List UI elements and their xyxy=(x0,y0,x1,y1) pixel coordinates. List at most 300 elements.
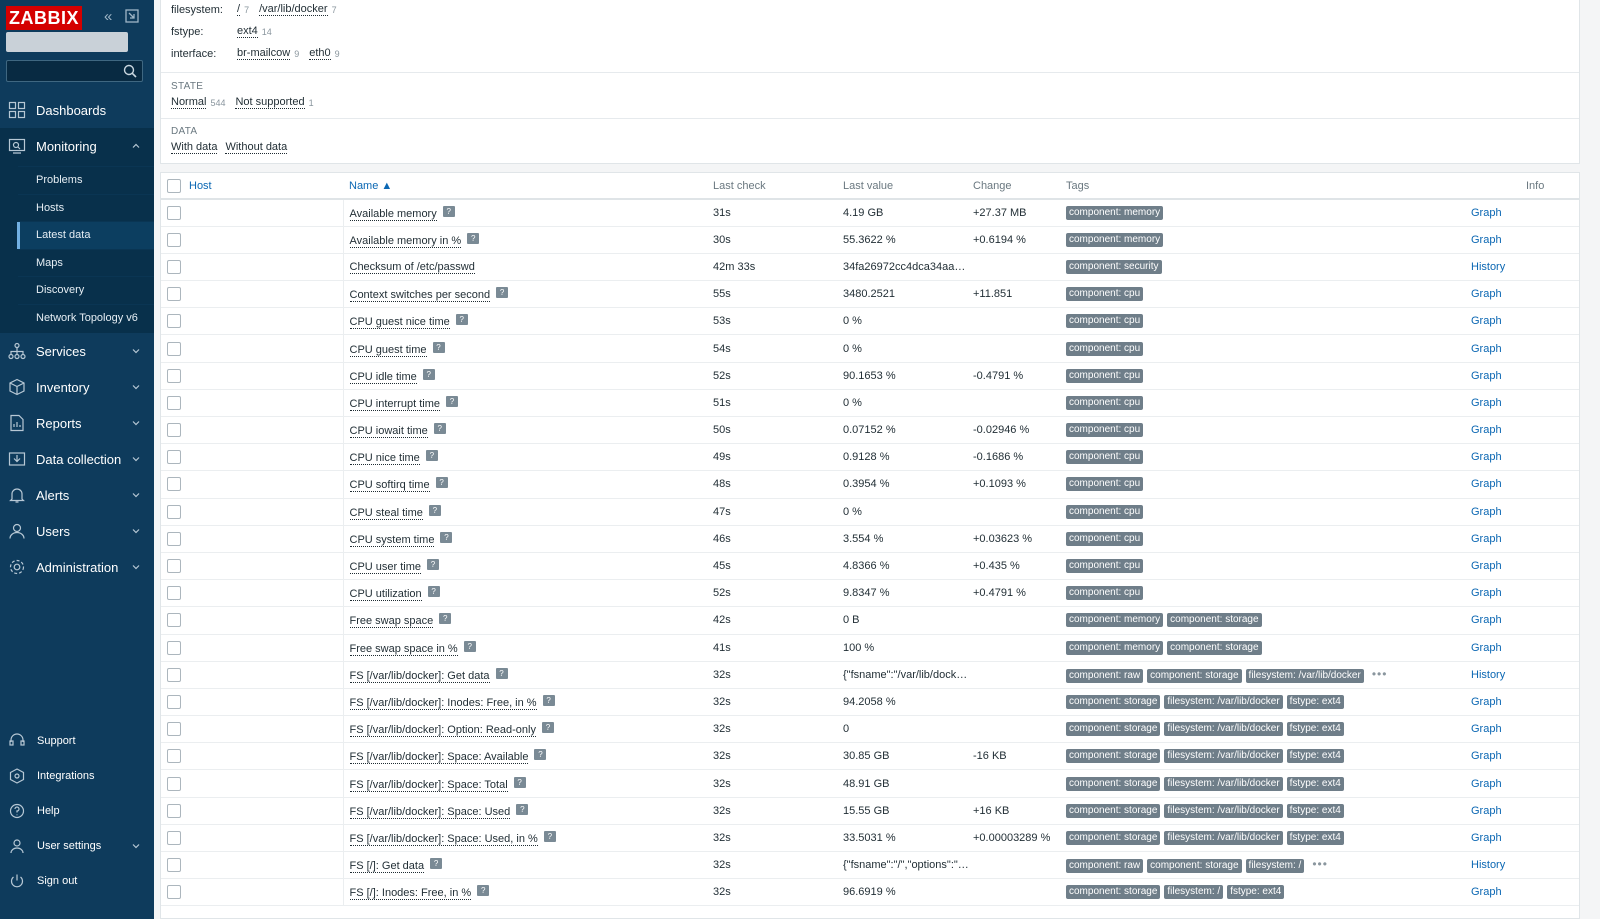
row-checkbox[interactable] xyxy=(167,314,181,328)
graph-link[interactable]: Graph xyxy=(1471,505,1502,518)
tag-badge[interactable]: component: cpu xyxy=(1066,287,1143,301)
nav-dashboards[interactable] xyxy=(0,92,154,128)
info-cell xyxy=(1526,661,1580,688)
last-check-cell: 31s xyxy=(713,199,843,226)
item-name-link[interactable]: Context switches per second xyxy=(349,289,491,302)
tags-cell xyxy=(1066,852,1471,879)
row-checkbox[interactable] xyxy=(167,233,181,247)
tag-badge[interactable]: component: memory xyxy=(1066,206,1163,220)
host-cell xyxy=(183,716,343,743)
chevron-down-icon xyxy=(132,527,140,535)
tag-badge[interactable]: component: cpu xyxy=(1066,396,1143,410)
help-icon[interactable]: ? xyxy=(543,695,555,706)
graph-link[interactable]: Graph xyxy=(1471,750,1502,763)
sidebar-item-network-topology[interactable]: Network Topology v6 xyxy=(18,304,154,332)
help-icon[interactable]: ? xyxy=(467,233,479,244)
tag-badge[interactable]: component: cpu xyxy=(1066,450,1143,464)
row-checkbox[interactable] xyxy=(167,342,181,356)
last-value-cell: 0 % xyxy=(843,389,973,416)
graph-link[interactable]: Graph xyxy=(1471,315,1502,328)
tag-badge[interactable]: filesystem: /var/lib/docker xyxy=(1164,804,1282,818)
change-cell xyxy=(973,607,1066,634)
tags-cell xyxy=(1066,471,1471,498)
host-cell xyxy=(183,580,343,607)
change-cell: -0.02946 % xyxy=(973,417,1066,444)
item-name-link[interactable]: CPU steal time xyxy=(349,506,423,519)
row-select-cell xyxy=(161,498,183,525)
help-icon[interactable]: ? xyxy=(464,641,476,652)
item-name-link[interactable]: CPU interrupt time xyxy=(349,397,440,410)
column-host[interactable]: Host xyxy=(183,173,343,199)
help-icon[interactable]: ? xyxy=(428,586,440,597)
users-icon xyxy=(8,522,26,540)
last-check-cell: 54s xyxy=(713,335,843,362)
row-checkbox[interactable] xyxy=(167,858,181,872)
graph-link[interactable]: Graph xyxy=(1471,560,1502,573)
nav-label: Integrations xyxy=(37,769,95,782)
row-checkbox[interactable] xyxy=(167,885,181,899)
item-name-cell xyxy=(343,444,713,471)
last-check-cell: 32s xyxy=(713,743,843,770)
tag-badge[interactable]: component: cpu xyxy=(1066,586,1143,600)
item-name-cell xyxy=(343,281,713,308)
help-icon[interactable]: ? xyxy=(430,858,442,869)
help-icon[interactable]: ? xyxy=(433,342,445,353)
graph-link[interactable]: Graph xyxy=(1471,695,1502,708)
filter-tag-value[interactable]: ext4 xyxy=(237,25,258,37)
state-heading: STATE xyxy=(171,81,204,92)
row-checkbox[interactable] xyxy=(167,369,181,383)
item-name-link[interactable]: CPU guest nice time xyxy=(349,316,450,329)
tag-badge[interactable]: fstype: ext4 xyxy=(1287,831,1344,845)
tag-badge[interactable]: fstype: ext4 xyxy=(1287,804,1344,818)
help-icon[interactable]: ? xyxy=(423,369,435,380)
item-name-link[interactable]: FS [/var/lib/docker]: Option: Read-only xyxy=(349,724,536,737)
nav-monitoring[interactable] xyxy=(0,128,154,164)
tag-badge[interactable]: component: storage xyxy=(1066,722,1160,736)
item-name-link[interactable]: CPU softirq time xyxy=(349,479,430,492)
last-value-cell: 4.19 GB xyxy=(843,199,973,226)
change-cell: +16 KB xyxy=(973,797,1066,824)
nav-alerts[interactable] xyxy=(0,477,154,513)
row-checkbox[interactable] xyxy=(167,722,181,736)
tag-badge[interactable]: component: memory xyxy=(1066,641,1163,655)
tag-badge[interactable]: component: cpu xyxy=(1066,559,1143,573)
row-checkbox[interactable] xyxy=(167,450,181,464)
main-nav xyxy=(0,92,154,585)
select-all-checkbox[interactable] xyxy=(167,179,181,193)
nav-sign-out[interactable] xyxy=(0,863,154,898)
row-select-cell xyxy=(161,335,183,362)
help-icon[interactable]: ? xyxy=(456,314,468,325)
filter-with-data[interactable]: With data xyxy=(171,141,218,153)
change-cell xyxy=(973,688,1066,715)
nav-label: Alerts xyxy=(36,487,70,503)
filter-state-normal[interactable]: Normal xyxy=(171,96,207,108)
table-row xyxy=(161,444,1580,471)
row-select-cell xyxy=(161,743,183,770)
row-checkbox[interactable] xyxy=(167,668,181,682)
tag-badge[interactable]: filesystem: /var/lib/docker xyxy=(1164,722,1282,736)
item-name-link[interactable]: FS [/var/lib/docker]: Space: Available xyxy=(349,751,529,764)
graph-link[interactable]: Graph xyxy=(1471,587,1502,600)
row-checkbox[interactable] xyxy=(167,586,181,600)
item-name-cell xyxy=(343,770,713,797)
filter-tag-value[interactable]: / xyxy=(237,3,241,15)
row-checkbox[interactable] xyxy=(167,532,181,546)
row-checkbox[interactable] xyxy=(167,260,181,274)
last-check-cell: 51s xyxy=(713,389,843,416)
chevron-down-icon xyxy=(132,455,140,463)
item-name-cell xyxy=(343,498,713,525)
action-cell xyxy=(1471,335,1526,362)
graph-link[interactable]: Graph xyxy=(1471,777,1502,790)
graph-link[interactable]: Graph xyxy=(1471,424,1502,437)
graph-link[interactable]: Graph xyxy=(1471,831,1502,844)
table-row xyxy=(161,661,1580,688)
last-value-cell: 4.8366 % xyxy=(843,552,973,579)
graph-link[interactable]: Graph xyxy=(1471,614,1502,627)
help-icon[interactable]: ? xyxy=(514,777,526,788)
tag-badge[interactable]: component: storage xyxy=(1066,695,1160,709)
row-checkbox[interactable] xyxy=(167,613,181,627)
graph-link[interactable]: Graph xyxy=(1471,804,1502,817)
tag-badge[interactable]: component: storage xyxy=(1167,613,1261,627)
host-cell xyxy=(183,253,343,280)
graph-link[interactable]: Graph xyxy=(1471,233,1502,246)
info-cell xyxy=(1526,552,1580,579)
action-cell xyxy=(1471,199,1526,226)
tags-cell xyxy=(1066,335,1471,362)
help-icon[interactable]: ? xyxy=(434,423,446,434)
item-name-link[interactable]: FS [/var/lib/docker]: Space: Total xyxy=(349,778,508,791)
graph-link[interactable]: Graph xyxy=(1471,886,1502,899)
tags-cell xyxy=(1066,226,1471,253)
change-cell xyxy=(973,389,1066,416)
row-checkbox[interactable] xyxy=(167,423,181,437)
row-checkbox[interactable] xyxy=(167,206,181,220)
graph-link[interactable]: Graph xyxy=(1471,342,1502,355)
item-name-link[interactable]: FS [/]: Inodes: Free, in % xyxy=(349,887,472,900)
nav-data-collection[interactable] xyxy=(0,441,154,477)
graph-link[interactable]: Graph xyxy=(1471,451,1502,464)
host-cell xyxy=(183,634,343,661)
tag-badge[interactable]: component: security xyxy=(1066,260,1162,274)
nav-services[interactable] xyxy=(0,333,154,369)
item-name-link[interactable]: CPU system time xyxy=(349,533,435,546)
tag-badge[interactable]: filesystem: / xyxy=(1164,885,1223,899)
item-name-cell xyxy=(343,580,713,607)
filter-count: 544 xyxy=(210,97,226,108)
host-cell xyxy=(183,444,343,471)
last-check-cell: 32s xyxy=(713,852,843,879)
item-name-cell xyxy=(343,362,713,389)
tag-badge[interactable]: component: cpu xyxy=(1066,477,1143,491)
help-icon[interactable]: ? xyxy=(496,668,508,679)
row-checkbox[interactable] xyxy=(167,777,181,791)
help-icon[interactable]: ? xyxy=(477,885,489,896)
graph-link[interactable]: History xyxy=(1471,668,1506,681)
tag-badge[interactable]: component: storage xyxy=(1147,669,1241,683)
item-name-link[interactable]: FS [/var/lib/docker]: Space: Used, in % xyxy=(349,832,538,845)
item-name-link[interactable]: Free swap space in % xyxy=(349,642,458,655)
nav-support[interactable] xyxy=(0,723,154,758)
graph-link[interactable]: Graph xyxy=(1471,206,1502,219)
help-icon[interactable]: ? xyxy=(446,396,458,407)
filter-tag-value[interactable]: br-mailcow xyxy=(237,47,291,59)
sidebar-item-maps[interactable]: Maps xyxy=(18,249,154,277)
row-select-cell xyxy=(161,226,183,253)
row-checkbox[interactable] xyxy=(167,695,181,709)
tag-badge[interactable]: component: cpu xyxy=(1066,505,1143,519)
graph-link[interactable]: Graph xyxy=(1471,369,1502,382)
item-name-link[interactable]: Available memory in % xyxy=(349,234,462,247)
change-cell xyxy=(973,716,1066,743)
tag-badge[interactable]: component: storage xyxy=(1167,641,1261,655)
graph-link[interactable]: Graph xyxy=(1471,723,1502,736)
row-checkbox[interactable] xyxy=(167,559,181,573)
last-check-cell: 52s xyxy=(713,362,843,389)
nav-user-settings[interactable] xyxy=(0,828,154,863)
item-name-link[interactable]: CPU utilization xyxy=(349,588,422,601)
tag-badge[interactable]: component: cpu xyxy=(1066,342,1143,356)
tag-badge[interactable]: component: raw xyxy=(1066,669,1143,683)
sidebar-search-input[interactable] xyxy=(6,60,143,82)
host-cell xyxy=(183,308,343,335)
more-tags-icon[interactable]: ••• xyxy=(1371,666,1388,681)
sidebar-item-hosts[interactable]: Hosts xyxy=(18,194,154,222)
tag-badge[interactable]: component: storage xyxy=(1147,859,1241,873)
host-cell xyxy=(183,417,343,444)
tag-badge[interactable]: fstype: ext4 xyxy=(1287,722,1344,736)
last-check-cell: 52s xyxy=(713,580,843,607)
nav-administration[interactable] xyxy=(0,549,154,585)
action-cell xyxy=(1471,852,1526,879)
tag-badge[interactable]: component: cpu xyxy=(1066,423,1143,437)
host-cell xyxy=(183,525,343,552)
item-name-link[interactable]: Available memory xyxy=(349,207,437,220)
last-check-cell: 32s xyxy=(713,824,843,851)
latest-data-table xyxy=(160,172,1580,919)
info-cell xyxy=(1526,444,1580,471)
last-value-cell: 0 B xyxy=(843,607,973,634)
change-cell: +0.00003289 % xyxy=(973,824,1066,851)
help-icon[interactable]: ? xyxy=(440,532,452,543)
help-icon[interactable]: ? xyxy=(544,831,556,842)
tag-badge[interactable]: component: memory xyxy=(1066,613,1163,627)
row-checkbox[interactable] xyxy=(167,641,181,655)
tag-badge[interactable]: component: storage xyxy=(1066,777,1160,791)
last-check-cell: 32s xyxy=(713,879,843,906)
nav-reports[interactable] xyxy=(0,405,154,441)
collapse-sidebar-icon[interactable]: « xyxy=(104,8,113,25)
tags-cell xyxy=(1066,770,1471,797)
more-tags-icon[interactable]: ••• xyxy=(1312,857,1328,872)
tag-badge[interactable]: component: memory xyxy=(1066,233,1163,247)
sidebar-item-latest-data[interactable]: Latest data xyxy=(18,221,154,249)
help-icon[interactable]: ? xyxy=(443,206,455,217)
action-cell xyxy=(1471,253,1526,280)
row-checkbox[interactable] xyxy=(167,749,181,763)
tag-badge[interactable]: filesystem: /var/lib/docker xyxy=(1164,695,1282,709)
graph-link[interactable]: History xyxy=(1471,859,1506,872)
last-check-cell: 55s xyxy=(713,281,843,308)
graph-link[interactable]: Graph xyxy=(1471,478,1502,491)
tag-badge[interactable]: filesystem: /var/lib/docker xyxy=(1164,749,1282,763)
row-checkbox[interactable] xyxy=(167,477,181,491)
tag-badge[interactable]: component: cpu xyxy=(1066,369,1143,383)
host-cell xyxy=(183,335,343,362)
divider xyxy=(161,118,1579,119)
table-row xyxy=(161,498,1580,525)
item-name-link[interactable]: CPU nice time xyxy=(349,452,420,465)
table-row xyxy=(161,634,1580,661)
item-name-link[interactable]: Checksum of /etc/passwd xyxy=(349,260,475,273)
table-row xyxy=(161,824,1580,851)
tag-badge[interactable]: component: storage xyxy=(1066,885,1160,899)
nav-integrations[interactable] xyxy=(0,758,154,793)
last-value-cell: 3.554 % xyxy=(843,525,973,552)
graph-link[interactable]: Graph xyxy=(1471,532,1502,545)
tags-cell xyxy=(1066,661,1471,688)
tag-badge[interactable]: component: storage xyxy=(1066,749,1160,763)
tag-badge[interactable]: component: storage xyxy=(1066,804,1160,818)
sidebar-item-problems[interactable]: Problems xyxy=(18,166,154,194)
help-icon[interactable]: ? xyxy=(427,559,439,570)
row-select-cell xyxy=(161,879,183,906)
row-select-cell xyxy=(161,797,183,824)
table-row xyxy=(161,852,1580,879)
last-check-cell: 32s xyxy=(713,661,843,688)
help-icon[interactable]: ? xyxy=(436,477,448,488)
column-info: Info xyxy=(1526,173,1580,199)
tag-badge[interactable]: component: cpu xyxy=(1066,314,1143,328)
row-select-cell xyxy=(161,389,183,416)
filter-count: 7 xyxy=(331,4,337,15)
tag-badge[interactable]: component: storage xyxy=(1066,831,1160,845)
action-cell xyxy=(1471,634,1526,661)
tag-badge[interactable]: filesystem: / xyxy=(1246,859,1305,873)
column-name[interactable]: Name ▲ xyxy=(343,173,713,199)
table-row xyxy=(161,879,1580,906)
item-name-link[interactable]: CPU iowait time xyxy=(349,425,428,438)
help-icon[interactable]: ? xyxy=(542,722,554,733)
row-checkbox[interactable] xyxy=(167,396,181,410)
change-cell xyxy=(973,498,1066,525)
item-name-link[interactable]: FS [/var/lib/docker]: Inodes: Free, in % xyxy=(349,696,537,709)
info-cell xyxy=(1526,281,1580,308)
tag-badge[interactable]: filesystem: /var/lib/docker xyxy=(1164,831,1282,845)
filter-without-data[interactable]: Without data xyxy=(225,141,288,153)
info-cell xyxy=(1526,634,1580,661)
tag-badge[interactable]: fstype: ext4 xyxy=(1287,749,1344,763)
nav-label: Dashboards xyxy=(36,102,107,118)
action-cell xyxy=(1471,580,1526,607)
row-select-cell xyxy=(161,471,183,498)
filter-row-fstype xyxy=(171,25,282,38)
graph-link[interactable]: Graph xyxy=(1471,288,1502,301)
row-select-cell xyxy=(161,444,183,471)
tag-badge[interactable]: component: cpu xyxy=(1066,532,1143,546)
row-checkbox[interactable] xyxy=(167,804,181,818)
action-cell xyxy=(1471,389,1526,416)
row-select-cell xyxy=(161,852,183,879)
chevron-down-icon xyxy=(132,842,140,850)
graph-link[interactable]: History xyxy=(1471,260,1506,273)
help-icon[interactable]: ? xyxy=(429,505,441,516)
help-icon[interactable]: ? xyxy=(534,749,546,760)
item-name-cell xyxy=(343,879,713,906)
zabbix-logo[interactable]: ZABBIX xyxy=(6,6,82,30)
filter-label: interface: xyxy=(171,47,217,60)
sidebar-item-discovery[interactable]: Discovery xyxy=(18,276,154,304)
item-name-link[interactable]: FS [/var/lib/docker]: Space: Used xyxy=(349,805,511,818)
item-name-link[interactable]: FS [/var/lib/docker]: Get data xyxy=(349,669,490,682)
help-icon[interactable]: ? xyxy=(496,287,508,298)
table-row xyxy=(161,580,1580,607)
item-name-link[interactable]: FS [/]: Get data xyxy=(349,860,425,873)
item-name-link[interactable]: CPU idle time xyxy=(349,370,417,383)
item-name-cell xyxy=(343,716,713,743)
tag-badge[interactable]: component: raw xyxy=(1066,859,1143,873)
info-cell xyxy=(1526,688,1580,715)
info-cell xyxy=(1526,199,1580,226)
nav-users[interactable] xyxy=(0,513,154,549)
tag-badge[interactable]: filesystem: /var/lib/docker xyxy=(1164,777,1282,791)
tag-badge[interactable]: fstype: ext4 xyxy=(1287,695,1344,709)
row-checkbox[interactable] xyxy=(167,831,181,845)
nav-inventory[interactable] xyxy=(0,369,154,405)
table-row xyxy=(161,362,1580,389)
data-heading: DATA xyxy=(171,126,198,137)
tag-badge[interactable]: fstype: ext4 xyxy=(1287,777,1344,791)
table-row xyxy=(161,308,1580,335)
kiosk-mode-icon[interactable] xyxy=(124,8,140,29)
graph-link[interactable]: Graph xyxy=(1471,641,1502,654)
filter-label: filesystem: xyxy=(171,3,223,16)
chevron-down-icon xyxy=(132,383,140,391)
tag-badge[interactable]: filesystem: /var/lib/docker xyxy=(1246,669,1364,683)
action-cell xyxy=(1471,308,1526,335)
filter-tag-value[interactable]: eth0 xyxy=(309,47,331,59)
graph-link[interactable]: Graph xyxy=(1471,396,1502,409)
row-checkbox[interactable] xyxy=(167,287,181,301)
filter-row-data xyxy=(171,141,289,154)
help-icon[interactable]: ? xyxy=(426,450,438,461)
search-icon[interactable] xyxy=(122,63,138,79)
item-name-link[interactable]: CPU guest time xyxy=(349,343,427,356)
filter-row-state xyxy=(171,96,324,109)
change-cell: +0.03623 % xyxy=(973,525,1066,552)
table-row xyxy=(161,253,1580,280)
action-cell xyxy=(1471,716,1526,743)
item-name-link[interactable]: CPU user time xyxy=(349,561,422,574)
filter-count: 1 xyxy=(308,97,314,108)
nav-help[interactable] xyxy=(0,793,154,828)
item-name-link[interactable]: Free swap space xyxy=(349,615,434,628)
column-last-value: Last value xyxy=(843,173,973,199)
row-checkbox[interactable] xyxy=(167,505,181,519)
table-row xyxy=(161,199,1580,226)
tags-cell xyxy=(1066,417,1471,444)
row-select-cell xyxy=(161,281,183,308)
help-icon[interactable]: ? xyxy=(439,613,451,624)
nav-label: Help xyxy=(37,804,60,817)
filter-tag-value[interactable]: /var/lib/docker xyxy=(259,3,328,15)
help-icon[interactable]: ? xyxy=(516,804,528,815)
filter-state-not-supported[interactable]: Not supported xyxy=(235,96,305,108)
tag-badge[interactable]: fstype: ext4 xyxy=(1227,885,1284,899)
